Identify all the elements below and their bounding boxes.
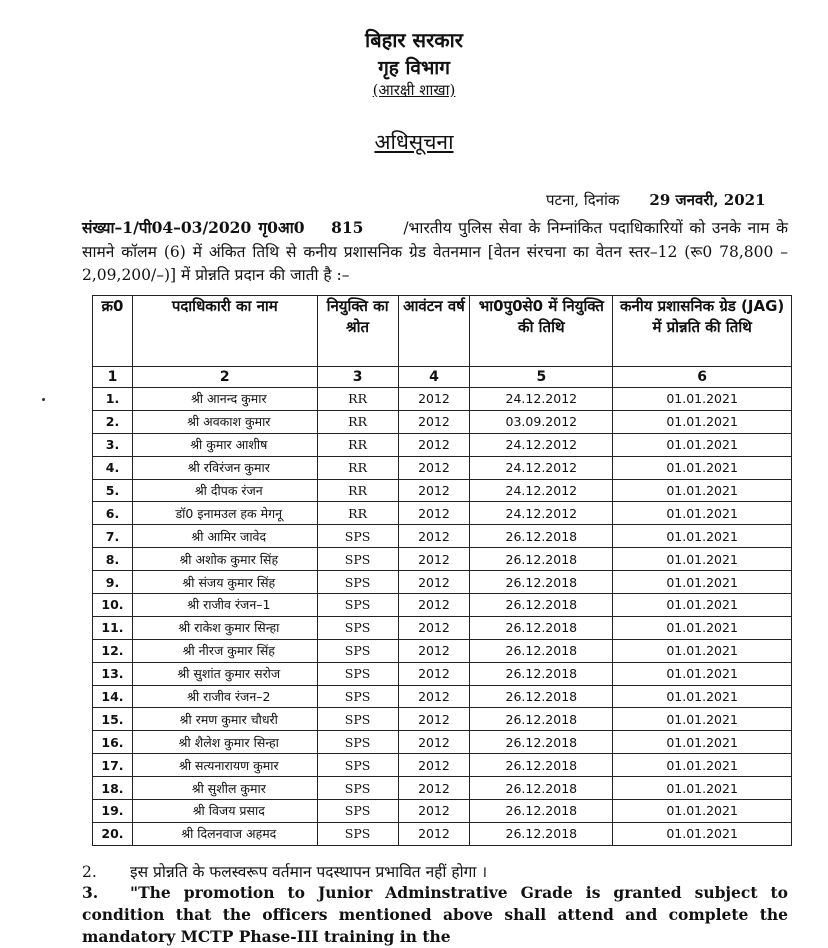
serial-number: 3. — [93, 433, 133, 456]
column-number: 4 — [398, 367, 470, 388]
table-row — [93, 388, 792, 411]
table-header: नियुक्ति का श्रोत — [317, 296, 398, 367]
officer-name: श्री राकेश कुमार सिन्हा — [132, 616, 317, 639]
ips-appointment-date: 26.12.2018 — [470, 525, 613, 548]
appointment-source: SPS — [317, 662, 398, 685]
table-row — [93, 433, 792, 456]
allotment-year: 2012 — [398, 616, 470, 639]
table-row — [93, 754, 792, 777]
allotment-year: 2012 — [398, 502, 470, 525]
jag-promotion-date: 01.01.2021 — [613, 479, 792, 502]
serial-number: 13. — [93, 662, 133, 685]
intro-text: /भारतीय पुलिस सेवा के निम्नांकित पदाधिकारियों को उनके नाम के सामने कॉलम (6) में अंकित तिथि से कनीय प्रशासनिक ग्रेड वेतनमान [वेतन संरचना का वेतन स्तर–12 (रू0 78,800 – 2,09,200/–)] में प्रोन्नति प्रदान की जाती है :– — [82, 219, 789, 284]
allotment-year: 2012 — [398, 822, 470, 845]
point-text: "The promotion to Junior Adminstrative Grade is granted subject to condition that the officers mentioned above shall attend and complete the mandatory MCTP Phase-III training in the — [82, 883, 788, 946]
ips-appointment-date: 26.12.2018 — [470, 639, 613, 662]
jag-promotion-date: 01.01.2021 — [613, 754, 792, 777]
table-header: आवंटन वर्ष — [398, 296, 470, 367]
jag-promotion-date: 01.01.2021 — [613, 639, 792, 662]
ips-appointment-date: 26.12.2018 — [470, 594, 613, 617]
jag-promotion-date: 01.01.2021 — [613, 685, 792, 708]
officer-name: श्री आनन्द कुमार — [132, 388, 317, 411]
appointment-source: RR — [317, 502, 398, 525]
table-row — [93, 594, 792, 617]
header-branch-wrap — [0, 80, 828, 100]
table-header: पदाधिकारी का नाम — [132, 296, 317, 367]
allotment-year: 2012 — [398, 410, 470, 433]
notification-title-wrap — [0, 128, 828, 156]
dateline — [546, 190, 766, 210]
appointment-source: SPS — [317, 525, 398, 548]
serial-number: 16. — [93, 731, 133, 754]
column-number: 2 — [132, 367, 317, 388]
allotment-year: 2012 — [398, 685, 470, 708]
jag-promotion-date: 01.01.2021 — [613, 548, 792, 571]
serial-number: 6. — [93, 502, 133, 525]
table-row — [93, 731, 792, 754]
jag-promotion-date: 01.01.2021 — [613, 410, 792, 433]
serial-number: 8. — [93, 548, 133, 571]
point-3 — [82, 882, 788, 948]
officer-name: श्री रविरंजन कुमार — [132, 456, 317, 479]
ips-appointment-date: 24.12.2012 — [470, 388, 613, 411]
serial-number: 7. — [93, 525, 133, 548]
table-row — [93, 639, 792, 662]
appointment-source: SPS — [317, 616, 398, 639]
table-row — [93, 548, 792, 571]
officer-name: श्री सत्यनारायण कुमार — [132, 754, 317, 777]
officer-name: श्री विजय प्रसाद — [132, 800, 317, 823]
table-row — [93, 456, 792, 479]
table-row — [93, 777, 792, 800]
table-row — [93, 708, 792, 731]
appointment-source: SPS — [317, 777, 398, 800]
serial-number: 11. — [93, 616, 133, 639]
serial-number: 20. — [93, 822, 133, 845]
jag-promotion-date: 01.01.2021 — [613, 616, 792, 639]
allotment-year: 2012 — [398, 754, 470, 777]
intro-paragraph — [82, 216, 788, 288]
table-header-row — [93, 296, 792, 367]
appointment-source: SPS — [317, 731, 398, 754]
ips-appointment-date: 24.12.2012 — [470, 479, 613, 502]
dateline-date: 29 जनवरी, 2021 — [649, 191, 766, 209]
serial-number: 17. — [93, 754, 133, 777]
table-row — [93, 662, 792, 685]
officer-name: श्री राजीव रंजन–2 — [132, 685, 317, 708]
officer-name: श्री आमिर जावेद — [132, 525, 317, 548]
ips-appointment-date: 26.12.2018 — [470, 662, 613, 685]
officer-name: श्री सुशील कुमार — [132, 777, 317, 800]
ips-appointment-date: 26.12.2018 — [470, 708, 613, 731]
ips-appointment-date: 03.09.2012 — [470, 410, 613, 433]
officer-name: श्री अशोक कुमार सिंह — [132, 548, 317, 571]
allotment-year: 2012 — [398, 433, 470, 456]
serial-number: 15. — [93, 708, 133, 731]
officer-name: श्री शैलेश कुमार सिन्हा — [132, 731, 317, 754]
appointment-source: RR — [317, 388, 398, 411]
officer-name: श्री कुमार आशीष — [132, 433, 317, 456]
jag-promotion-date: 01.01.2021 — [613, 502, 792, 525]
allotment-year: 2012 — [398, 594, 470, 617]
serial-number: 12. — [93, 639, 133, 662]
jag-promotion-date: 01.01.2021 — [613, 525, 792, 548]
ips-appointment-date: 26.12.2018 — [470, 685, 613, 708]
serial-number: 19. — [93, 800, 133, 823]
officer-name: श्री सुशांत कुमार सरोज — [132, 662, 317, 685]
table-row — [93, 800, 792, 823]
header-branch: (आरक्षी शाखा) — [372, 81, 456, 99]
point-number: 3. — [82, 883, 99, 902]
jag-promotion-date: 01.01.2021 — [613, 433, 792, 456]
allotment-year: 2012 — [398, 388, 470, 411]
column-number: 3 — [317, 367, 398, 388]
appointment-source: SPS — [317, 548, 398, 571]
allotment-year: 2012 — [398, 456, 470, 479]
allotment-year: 2012 — [398, 708, 470, 731]
appointment-source: SPS — [317, 708, 398, 731]
allotment-year: 2012 — [398, 525, 470, 548]
serial-number: 10. — [93, 594, 133, 617]
dateline-place: पटना, दिनांक — [546, 191, 620, 209]
serial-number: 2. — [93, 410, 133, 433]
column-number-row — [93, 367, 792, 388]
header-department: गृह विभाग — [378, 57, 450, 79]
jag-promotion-date: 01.01.2021 — [613, 388, 792, 411]
appointment-source: SPS — [317, 800, 398, 823]
serial-number: 1. — [93, 388, 133, 411]
appointment-source: SPS — [317, 754, 398, 777]
table-row — [93, 479, 792, 502]
appointment-source: RR — [317, 479, 398, 502]
ips-appointment-date: 26.12.2018 — [470, 822, 613, 845]
officer-name: श्री रमण कुमार चौधरी — [132, 708, 317, 731]
jag-promotion-date: 01.01.2021 — [613, 662, 792, 685]
serial-number: 14. — [93, 685, 133, 708]
serial-number: 4. — [93, 456, 133, 479]
ips-appointment-date: 26.12.2018 — [470, 731, 613, 754]
table-row — [93, 822, 792, 845]
ips-appointment-date: 26.12.2018 — [470, 548, 613, 571]
table-row — [93, 502, 792, 525]
allotment-year: 2012 — [398, 639, 470, 662]
appointment-source: SPS — [317, 639, 398, 662]
point-text: इस प्रोन्नति के फलस्वरूप वर्तमान पदस्थापन प्रभावित नहीं होगा । — [130, 863, 488, 881]
table-row — [93, 616, 792, 639]
officer-name: श्री दीपक रंजन — [132, 479, 317, 502]
allotment-year: 2012 — [398, 571, 470, 594]
promotion-table — [92, 295, 792, 846]
table-row — [93, 525, 792, 548]
jag-promotion-date: 01.01.2021 — [613, 708, 792, 731]
allotment-year: 2012 — [398, 777, 470, 800]
jag-promotion-date: 01.01.2021 — [613, 456, 792, 479]
officer-name: श्री अवकाश कुमार — [132, 410, 317, 433]
header-government: बिहार सरकार — [365, 28, 463, 52]
officer-name: श्री नीरज कुमार सिंह — [132, 639, 317, 662]
officer-name: श्री दिलनवाज अहमद — [132, 822, 317, 845]
allotment-year: 2012 — [398, 731, 470, 754]
column-number: 1 — [93, 367, 133, 388]
memo-number: 815 — [331, 218, 364, 237]
table-row — [93, 410, 792, 433]
appointment-source: RR — [317, 410, 398, 433]
appointment-source: RR — [317, 433, 398, 456]
notification-title: अधिसूचना — [374, 130, 454, 154]
ips-appointment-date: 24.12.2012 — [470, 502, 613, 525]
point-2 — [82, 860, 487, 882]
allotment-year: 2012 — [398, 548, 470, 571]
jag-promotion-date: 01.01.2021 — [613, 777, 792, 800]
allotment-year: 2012 — [398, 479, 470, 502]
jag-promotion-date: 01.01.2021 — [613, 731, 792, 754]
ips-appointment-date: 24.12.2012 — [470, 456, 613, 479]
ips-appointment-date: 26.12.2018 — [470, 616, 613, 639]
ips-appointment-date: 26.12.2018 — [470, 800, 613, 823]
serial-number: 9. — [93, 571, 133, 594]
table-header: क्र0 — [93, 296, 133, 367]
allotment-year: 2012 — [398, 662, 470, 685]
table-header: भा0पु0से0 में नियुक्ति की तिथि — [470, 296, 613, 367]
allotment-year: 2012 — [398, 800, 470, 823]
table-row — [93, 571, 792, 594]
ips-appointment-date: 26.12.2018 — [470, 777, 613, 800]
appointment-source: SPS — [317, 822, 398, 845]
jag-promotion-date: 01.01.2021 — [613, 594, 792, 617]
appointment-source: SPS — [317, 685, 398, 708]
ips-appointment-date: 24.12.2012 — [470, 433, 613, 456]
appointment-source: SPS — [317, 594, 398, 617]
officer-name: श्री संजय कुमार सिंह — [132, 571, 317, 594]
ips-appointment-date: 26.12.2018 — [470, 754, 613, 777]
officer-name: श्री राजीव रंजन–1 — [132, 594, 317, 617]
serial-number: 5. — [93, 479, 133, 502]
jag-promotion-date: 01.01.2021 — [613, 571, 792, 594]
appointment-source: SPS — [317, 571, 398, 594]
jag-promotion-date: 01.01.2021 — [613, 822, 792, 845]
scan-speck — [42, 398, 45, 401]
officer-name: डॉ0 इनामउल हक मेगनू — [132, 502, 317, 525]
reference-number: संख्या–1/पी04–03/2020 गृ0आ0 — [82, 218, 305, 237]
column-number: 6 — [613, 367, 792, 388]
table-header: कनीय प्रशासनिक ग्रेड (JAG) में प्रोन्नति की तिथि — [613, 296, 792, 367]
point-number: 2. — [82, 863, 97, 881]
jag-promotion-date: 01.01.2021 — [613, 800, 792, 823]
table-row — [93, 685, 792, 708]
appointment-source: RR — [317, 456, 398, 479]
serial-number: 18. — [93, 777, 133, 800]
ips-appointment-date: 26.12.2018 — [470, 571, 613, 594]
column-number: 5 — [470, 367, 613, 388]
